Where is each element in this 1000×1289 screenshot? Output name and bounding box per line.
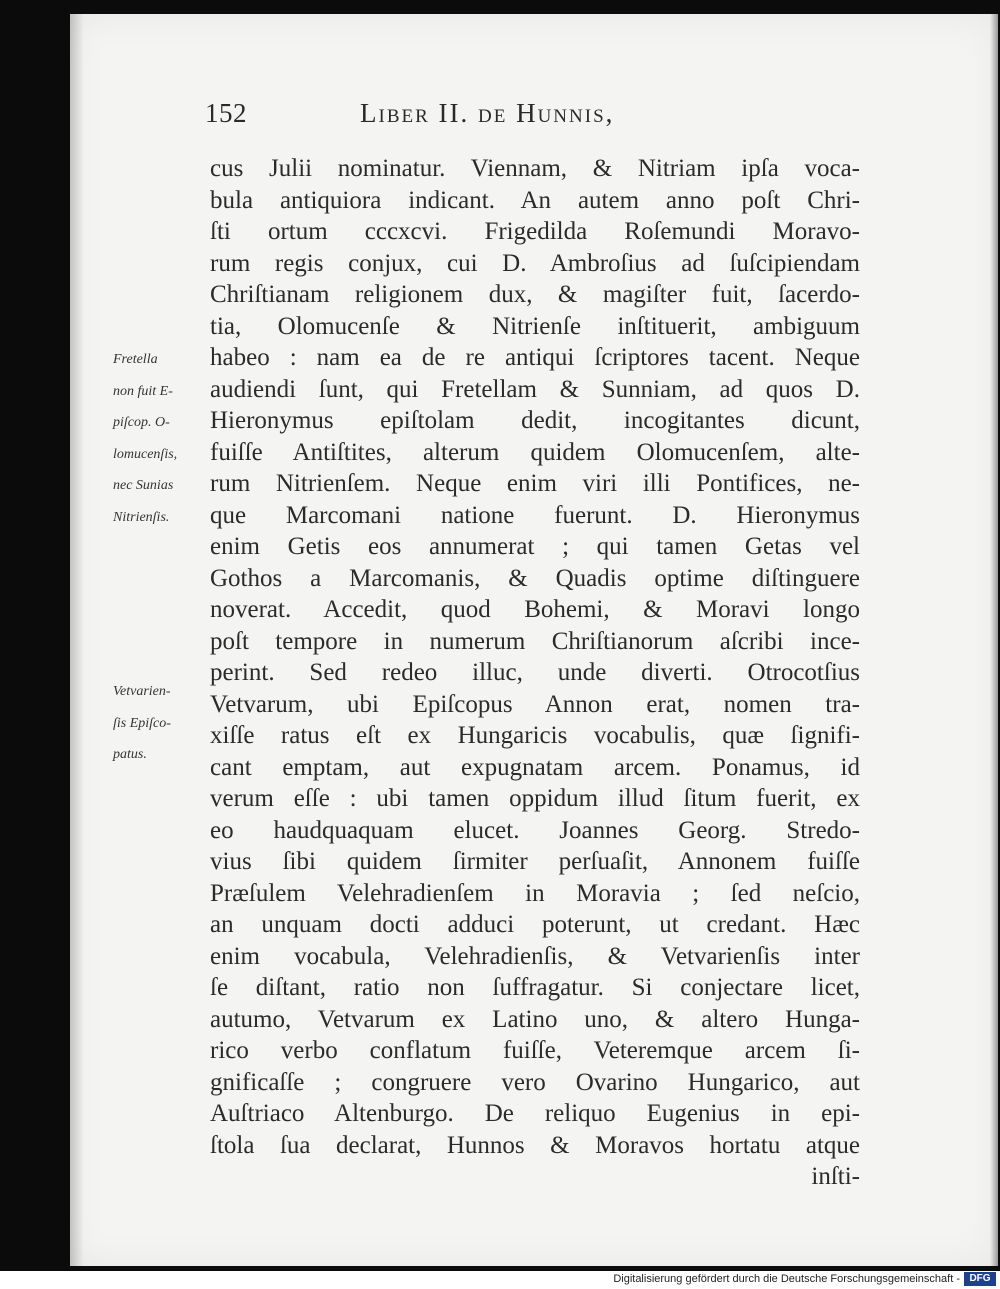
page-header [205, 98, 885, 138]
page-number: 152 [205, 98, 247, 128]
text-line: poſt tempore in numerum Chriſtianorum aſcribi ince- [210, 627, 860, 655]
marginal-line: Nitrienſis. [113, 509, 170, 525]
marginal-line: nec Sunias [113, 478, 174, 493]
footer-credit: Digitalisierung gefördert durch die Deutsche Forschungsgemeinschaft - [613, 1273, 960, 1285]
text-line: habeo : nam ea de re antiqui ſcriptores tacent. Neque [210, 344, 860, 371]
marginal-line: ſis Epiſco- [113, 715, 171, 731]
marginal-line: Vetvarien- [113, 684, 171, 699]
text-line: Hieronymus epiſtolam dedit, incogitantes dicunt, [210, 407, 860, 434]
text-line: rum regis conjux, cui D. Ambroſius ad ſuſcipiendam [210, 249, 860, 277]
text-line: perint. Sed redeo illuc, unde diverti. Otrocotſius [210, 659, 860, 686]
text-line: enim vocabula, Velehradienſis, & Vetvarienſis inter [210, 942, 860, 970]
running-title: Liber II. de Hunnis, [360, 98, 615, 128]
text-line: an unquam docti adduci poterunt, ut credant. Hæc [210, 911, 860, 938]
marginal-line: Fretella [113, 352, 158, 367]
text-line: eo haudquaquam elucet. Joannes Georg. Stredo- [210, 816, 860, 844]
text-line: xiſſe ratus eſt ex Hungaricis vocabulis, quæ ſignifi- [210, 722, 860, 749]
text-line: Gothos a Marcomanis, & Quadis optime diſtinguere [210, 564, 860, 592]
text-line: que Marcomani natione fuerunt. D. Hieronymus [210, 501, 860, 529]
text-line: autumo, Vetvarum ex Latino uno, & altero Hunga- [210, 1005, 860, 1033]
marginal-line: non fuit E- [113, 383, 173, 399]
marginal-line: piſcop. O- [113, 415, 170, 430]
text-line: ſti ortum cccxcvi. Frigedilda Roſemundi Moravo- [210, 218, 860, 245]
text-line: cant emptam, aut expugnatam arcem. Ponamus, id [210, 753, 860, 781]
text-line: gnificaſſe ; congruere vero Ovarino Hungarico, aut [210, 1068, 860, 1096]
digitization-footer [0, 1271, 1000, 1289]
text-line: ſtola ſua declarat, Hunnos & Moravos hortatu atque [210, 1131, 860, 1159]
page-edge [990, 14, 998, 1266]
catchword: inſti- [811, 1163, 860, 1190]
text-line: Vetvarum, ubi Epiſcopus Annon erat, nomen tra- [210, 690, 860, 718]
text-line: Auſtriaco Altenburgo. De reliquo Eugenius in epi- [210, 1100, 860, 1127]
text-line: bula antiquiora indicant. An autem anno poſt Chri- [210, 186, 860, 214]
text-line: Præſulem Velehradienſem in Moravia ; ſed neſcio, [210, 879, 860, 907]
marginal-note-fretella [113, 344, 205, 533]
dfg-logo: DFG [964, 1272, 996, 1286]
text-line: noverat. Accedit, quod Bohemi, & Moravi longo [210, 596, 860, 623]
text-line: vius ſibi quidem ſirmiter perſuaſit, Annonem fuiſſe [210, 848, 860, 875]
text-line: audiendi ſunt, qui Fretellam & Sunniam, ad quos D. [210, 375, 860, 403]
text-line: tia, Olomucenſe & Nitrienſe inſtituerit, ambiguum [210, 312, 860, 340]
text-line: ſe diſtant, ratio non ſuffragatur. Si conjectare licet, [210, 974, 860, 1001]
text-line: verum eſſe : ubi tamen oppidum illud ſitum fuerit, ex [210, 785, 860, 812]
marginal-line: lomucenſis, [113, 446, 178, 462]
marginal-note-vetvarum [113, 676, 205, 771]
text-line: rico verbo conflatum fuiſſe, Veteremque arcem ſi- [210, 1037, 860, 1064]
gutter-shadow [70, 14, 84, 1266]
marginal-line: patus. [113, 747, 147, 762]
text-line: Chriſtianam religionem dux, & magiſter fuit, ſacerdo- [210, 281, 860, 308]
text-line: rum Nitrienſem. Neque enim viri illi Pontifices, ne- [210, 470, 860, 497]
text-line: fuiſſe Antiſtites, alterum quidem Olomucenſem, alte- [210, 438, 860, 466]
text-line: enim Getis eos annumerat ; qui tamen Getas vel [210, 533, 860, 560]
text-line: cus Julii nominatur. Viennam, & Nitriam ipſa voca- [210, 155, 860, 182]
main-text-block [210, 153, 860, 1193]
